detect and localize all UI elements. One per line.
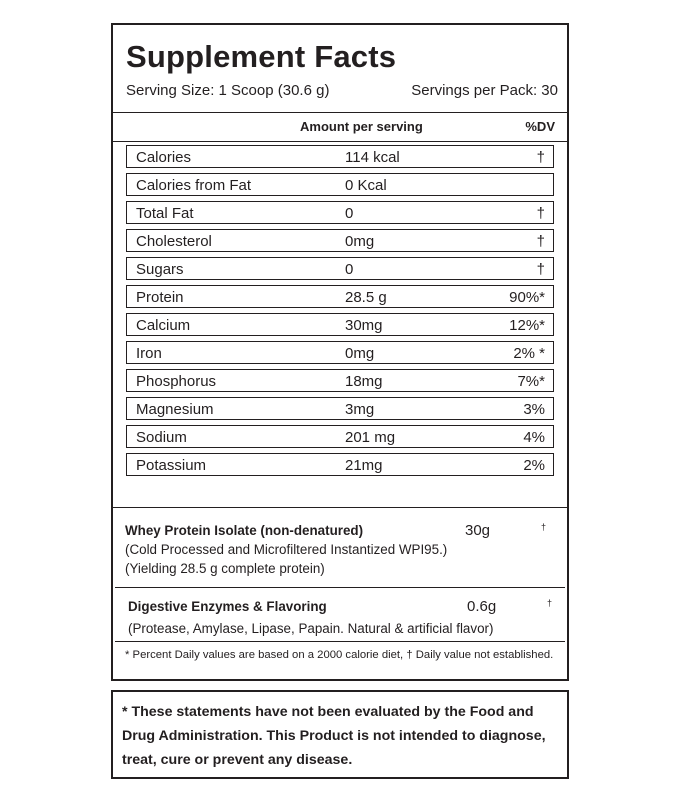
nutrient-row: [126, 313, 554, 336]
nutrient-amount: 0: [345, 205, 354, 222]
panel-title: Supplement Facts: [126, 39, 397, 74]
nutrient-daily-value: 12%*: [509, 317, 545, 334]
ingredient-amount: 30g: [465, 522, 491, 539]
ingredient-detail: (Cold Processed and Microfiltered Instantized WPI95.): [125, 542, 448, 557]
nutrient-row: [126, 145, 554, 168]
nutrient-daily-value: 2%: [523, 457, 545, 474]
nutrient-name: Calories: [136, 149, 192, 166]
table-top-divider: [113, 141, 567, 142]
nutrient-daily-value: 90%*: [509, 289, 545, 306]
header-divider: [113, 112, 567, 113]
nutrient-name: Potassium: [136, 457, 207, 474]
nutrient-row: [126, 201, 554, 224]
nutrient-amount: 0mg: [345, 345, 375, 362]
nutrient-name: Protein: [136, 289, 184, 306]
nutrient-name: Sodium: [136, 429, 187, 446]
supplement-facts-panel: [111, 23, 569, 681]
nutrient-name: Sugars: [136, 261, 184, 278]
ingredient-detail: (Yielding 28.5 g complete protein): [125, 561, 325, 576]
nutrient-amount: 0 Kcal: [345, 177, 387, 194]
ingredient-name: Whey Protein Isolate (non-denatured): [125, 523, 364, 538]
ingredient-dagger: †: [541, 522, 547, 532]
nutrient-name: Calcium: [136, 317, 191, 334]
nutrient-amount: 0mg: [345, 233, 375, 250]
column-headers: [113, 119, 567, 139]
footnote: * Percent Daily values are based on a 2000 calorie diet, † Daily value not established.: [125, 649, 554, 661]
nutrient-row: [126, 229, 554, 252]
nutrient-amount: 21mg: [345, 457, 383, 474]
nutrient-row: [126, 285, 554, 308]
nutrient-row: [126, 257, 554, 280]
nutrient-row: [126, 173, 554, 196]
nutrient-name: Calories from Fat: [136, 177, 252, 194]
nutrient-amount: 28.5 g: [345, 289, 387, 306]
nutrient-daily-value: 2% *: [513, 345, 545, 362]
nutrient-amount: 18mg: [345, 373, 383, 390]
nutrient-row: [126, 453, 554, 476]
ingredient-detail: (Protease, Amylase, Lipase, Papain. Natural & artificial flavor): [128, 621, 494, 636]
nutrient-name: Total Fat: [136, 205, 194, 222]
ingredient-dagger: †: [547, 598, 553, 608]
nutrient-daily-value: †: [536, 149, 545, 166]
nutrient-daily-value: †: [536, 261, 545, 278]
nutrient-amount: 3mg: [345, 401, 375, 418]
nutrient-amount: 0: [345, 261, 354, 278]
nutrient-daily-value: †: [536, 233, 545, 250]
nutrient-row: [126, 397, 554, 420]
nutrient-daily-value: †: [536, 205, 545, 222]
daily-value-header: %DV: [525, 119, 555, 134]
serving-info: [126, 82, 558, 99]
nutrient-daily-value: 4%: [523, 429, 545, 446]
nutrient-daily-value: 3%: [523, 401, 545, 418]
nutrient-row: [126, 369, 554, 392]
nutrient-row: [126, 425, 554, 448]
nutrient-name: Cholesterol: [136, 233, 212, 250]
nutrient-amount: 201 mg: [345, 429, 396, 446]
nutrient-name: Iron: [136, 345, 162, 362]
amount-per-serving-header: Amount per serving: [300, 119, 423, 134]
nutrient-daily-value: 7%*: [517, 373, 545, 390]
ingredient-name: Digestive Enzymes & Flavoring: [128, 599, 327, 614]
nutrient-name: Magnesium: [136, 401, 214, 418]
fda-disclaimer: * These statements have not been evaluated by the Food and Drug Administration. This Product is not intended to diagnose, treat, cure or prevent any disease.: [111, 690, 569, 779]
footnote-divider: [115, 641, 565, 642]
nutrient-amount: 30mg: [345, 317, 383, 334]
serving-size: Serving Size: 1 Scoop (30.6 g): [126, 82, 330, 99]
ingredient-amount: 0.6g: [467, 598, 497, 615]
nutrient-amount: 114 kcal: [345, 149, 400, 166]
nutrient-row: [126, 341, 554, 364]
table-bottom-divider: [113, 507, 567, 508]
servings-per-pack: Servings per Pack: 30: [411, 82, 558, 99]
nutrient-name: Phosphorus: [136, 373, 217, 390]
ingredient-divider: [115, 587, 565, 588]
